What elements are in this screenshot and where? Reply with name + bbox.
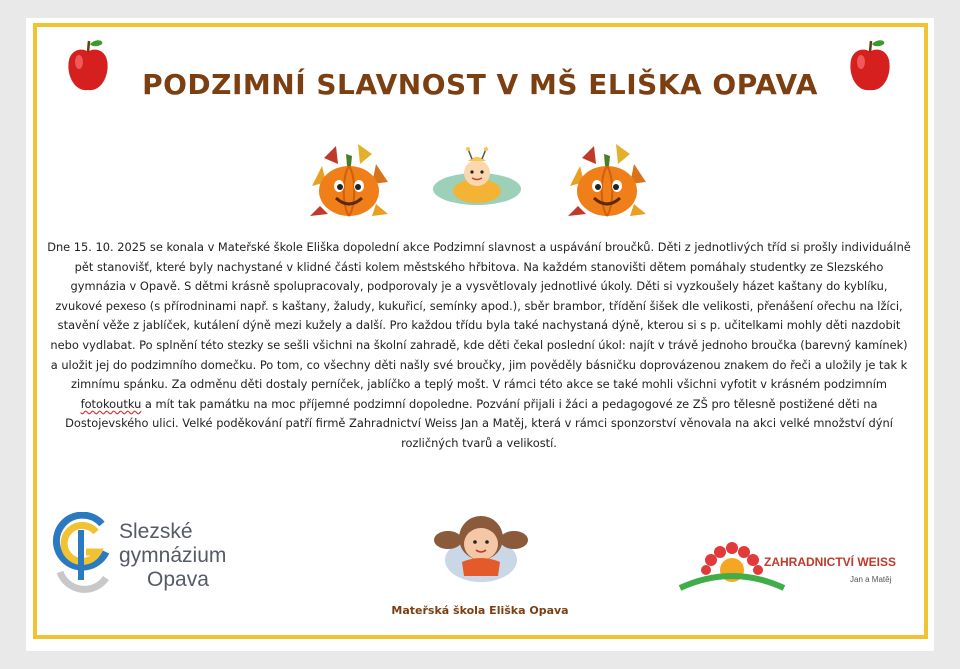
bug-icon bbox=[430, 145, 524, 207]
school-caption: Mateřská škola Eliška Opava bbox=[391, 604, 569, 617]
page-title: PODZIMNÍ SLAVNOST V MŠ ELIŠKA OPAVA bbox=[142, 68, 818, 101]
article-paragraph bbox=[46, 238, 912, 454]
pumpkin-icon-right bbox=[564, 136, 650, 226]
article-text-part2: a mít tak památku na moc příjemné podzimní dopoledne. Pozvání přijali i žáci a pedagogové ze ZŠ pro tělesně postižené děti na Dostojevského ulici. Velké poděkování patří firmě Zahradnictví Weiss Jan a Matěj, která v rámci sponzorství věnovala na akci velké množství dýní rozličných tvarů a velikostí. bbox=[65, 396, 893, 450]
slezske-line-2: gymnázium bbox=[119, 544, 227, 567]
slezske-line-3: Opava bbox=[147, 568, 209, 591]
article-text-part1: Dne 15. 10. 2025 se konala v Mateřské škole Eliška dopolední akce Podzimní slavnost a uspávání broučků. Děti z jednotlivých tříd si prošly individuálně pět stanovišť, které byly nachystané v klidné části kolem městského hřbitova. Na každém stanovišti dětem pomáhaly studentky ze Slezského gymnázia v Opavě. S dětmi krásně spolupracovaly, podporovaly je a vysvětlovaly jednotlivé úkoly. Děti si vyzkoušely házet kaštany do kyblíku, zvukové pexeso (s přírodninami např. s kaštany, žaludy, kukuřicí, semínky apod.), sběr brambor, třídění šišek dle velikosti, přenášení ořechu na lžíci, stavění věže z jablíček, kutálení dýně mezi kužely a další. Pro každou třídu byla také nachystaná dýně, kterou si s p. učitelkami mohly děti nazdobit nebo vydlabat. Po splnění této stezky se sešli všichni na školní zahradě, kde děti čekal poslední úkol: najít v trávě jednoho broučka (barevný kamínek) a uložit jej do podzimního domečku. Po tom, co všechny děti našly své broučky, jim pověděly básničku doprovázenou znakem do řeči a uložily je tak k zimnímu spánku. Za odměnu děti dostaly perníček, jablíčko a teplý mošt. V rámci této akce se také mohli všichni vyfotit v krásném podzimním bbox=[47, 240, 911, 392]
girl-icon bbox=[432, 510, 530, 584]
weiss-subtitle: Jan a Matěj bbox=[850, 575, 892, 584]
slezske-logo-mark bbox=[50, 512, 114, 598]
pumpkin-icon-left bbox=[306, 136, 392, 226]
misspelled-word: fotokoutku bbox=[80, 396, 142, 411]
slezske-gymnazium-logo bbox=[50, 512, 270, 602]
slezske-logo-text bbox=[119, 520, 226, 592]
weiss-name: ZAHRADNICTVÍ WEISS bbox=[764, 555, 896, 569]
slezske-line-1: Slezské bbox=[119, 520, 193, 543]
